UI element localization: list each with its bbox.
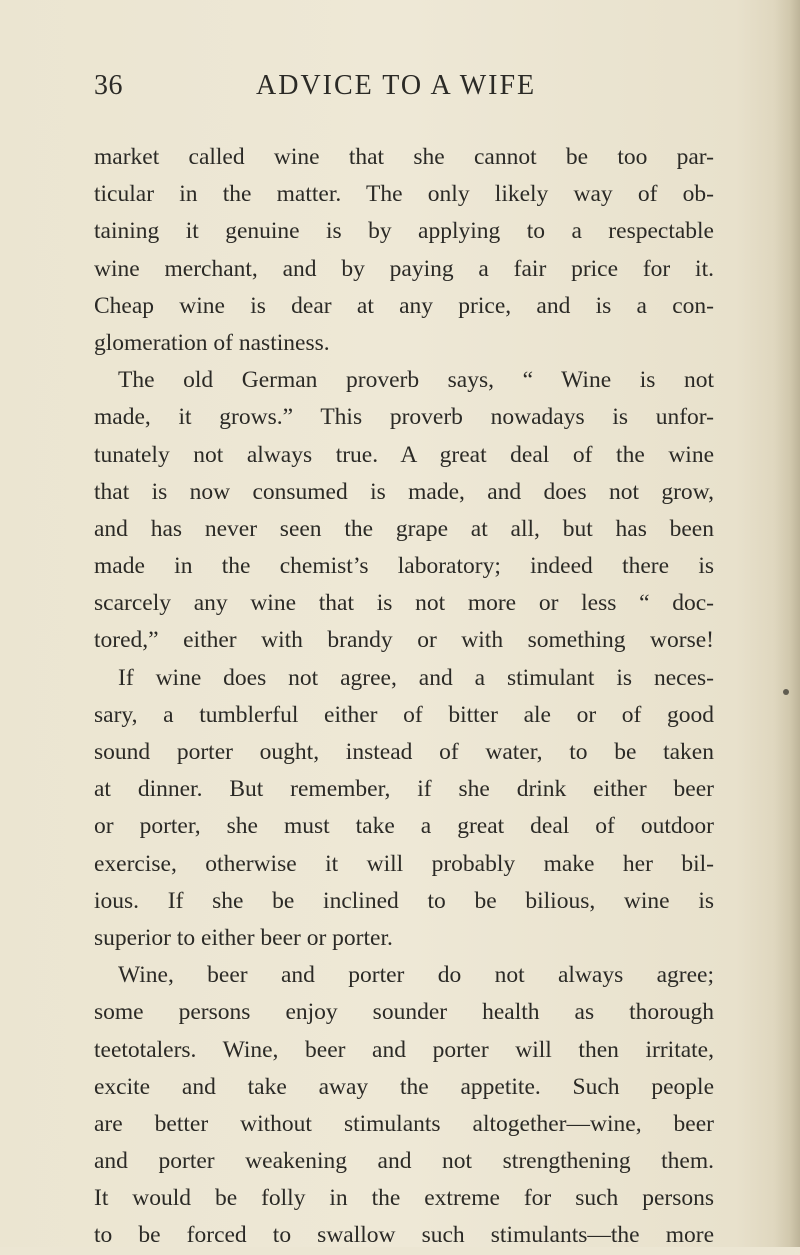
text-line: It would be folly in the extreme for such persons xyxy=(94,1185,714,1212)
page-header xyxy=(94,66,714,106)
text-line: If wine does not agree, and a stimulant is neces- xyxy=(118,664,714,691)
text-line: and has never seen the grape at all, but has been xyxy=(94,515,714,542)
page-number: 36 xyxy=(94,70,123,101)
text-line: made in the chemist’s laboratory; indeed there is xyxy=(94,553,714,580)
text-line: some persons enjoy sounder health as thorough xyxy=(94,999,714,1026)
ink-speck xyxy=(783,689,789,695)
text-line: made, it grows.” This proverb nowadays is unfor- xyxy=(94,404,714,431)
text-line: sound porter ought, instead of water, to be taken xyxy=(94,739,714,765)
text-line: The old German proverb says, “ Wine is not xyxy=(118,367,714,394)
text-line: tored,” either with brandy or with something worse! xyxy=(94,627,714,654)
text-line: Wine, beer and porter do not always agree; xyxy=(118,962,714,989)
text-line: at dinner. But remember, if she drink either beer xyxy=(94,776,714,803)
text-line: exercise, otherwise it will probably make her bil- xyxy=(94,850,714,877)
text-line: excite and take away the appetite. Such people xyxy=(94,1073,714,1100)
text-line: taining it genuine is by applying to a respectable xyxy=(94,218,714,245)
text-line: market called wine that she cannot be too par- xyxy=(94,144,714,170)
text-line: tunately not always true. A great deal of the wine xyxy=(94,441,714,468)
text-line: glomeration of nastiness. xyxy=(94,329,330,356)
text-line: and porter weakening and not strengthening them. xyxy=(94,1148,714,1175)
page-edge-shadow xyxy=(774,0,800,1247)
text-line: are better without stimulants altogether—wine, beer xyxy=(94,1110,714,1137)
running-head: ADVICE TO A WIFE xyxy=(256,70,537,101)
text-line: Cheap wine is dear at any price, and is a con- xyxy=(94,292,714,319)
text-line: that is now consumed is made, and does not grow, xyxy=(94,478,714,505)
text-line: superior to either beer or porter. xyxy=(94,924,393,951)
text-line: wine merchant, and by paying a fair price for it. xyxy=(94,255,714,282)
text-line: ticular in the matter. The only likely way of ob- xyxy=(94,181,714,208)
text-line: sary, a tumblerful either of bitter ale or of good xyxy=(94,701,714,728)
text-line: or porter, she must take a great deal of outdoor xyxy=(94,813,714,840)
text-line: teetotalers. Wine, beer and porter will then irritate, xyxy=(94,1036,714,1063)
text-line: scarcely any wine that is not more or less “ doc- xyxy=(94,590,714,617)
text-line: ious. If she be inclined to be bilious, wine is xyxy=(94,887,714,914)
text-line: to be forced to swallow such stimulants—the more xyxy=(94,1222,714,1249)
body-text xyxy=(94,139,714,1255)
